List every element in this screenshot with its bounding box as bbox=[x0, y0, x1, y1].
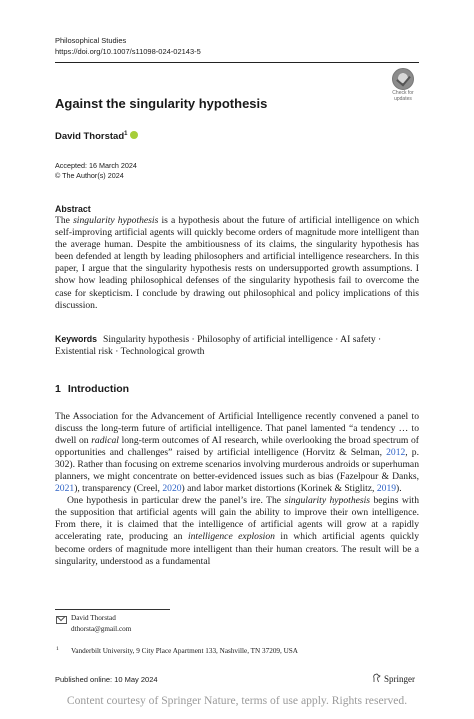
abstract-body: The singularity hypothesis is a hypothesis about the future of artificial intelligence on which self-improving artificial agents will quickly become orders of magnitude more intelligent than the average human. Despite the ambitiousness of its claims, the singularity hypothesis has been defended at length by leading philosophers and artificial intelligence researchers. In this paper, I argue that the singularity hypothesis rests on undersupported growth assumptions. I show how leading philosophical defenses of the singularity hypothesis fail to overcome the case for skepticism. I conclude by drawing out philosophical and policy implications of this discussion. bbox=[55, 215, 419, 311]
contact-name: David Thorstad bbox=[71, 614, 116, 622]
journal-name: Philosophical Studies bbox=[55, 36, 127, 45]
affiliation-number: 1 bbox=[56, 646, 59, 652]
body-text bbox=[55, 411, 419, 568]
accepted-date: Accepted: 16 March 2024 bbox=[55, 161, 137, 170]
check-updates-text: Check for updates bbox=[392, 90, 414, 102]
journal-header bbox=[55, 36, 201, 57]
citation-link[interactable]: 2021 bbox=[55, 483, 75, 495]
citation-link[interactable]: 2020 bbox=[162, 483, 182, 495]
published-date: Published online: 10 May 2024 bbox=[55, 675, 158, 684]
section-heading bbox=[55, 383, 136, 395]
citation-link[interactable]: 2012 bbox=[386, 447, 406, 459]
check-for-updates-badge[interactable] bbox=[388, 68, 418, 100]
abstract-heading: Abstract bbox=[55, 204, 91, 214]
publisher-name: Springer bbox=[384, 674, 415, 684]
citation-link[interactable]: 2019 bbox=[376, 483, 397, 495]
check-updates-icon bbox=[392, 68, 414, 90]
courtesy-watermark: Content courtesy of Springer Nature, terms of use apply. Rights reserved. bbox=[66, 694, 408, 707]
article-title: Against the singularity hypothesis bbox=[55, 96, 268, 111]
envelope-icon bbox=[56, 616, 67, 624]
article-dates bbox=[55, 161, 137, 181]
copyright-line: © The Author(s) 2024 bbox=[55, 171, 124, 180]
contact-info bbox=[71, 613, 131, 634]
author-name[interactable]: David Thorstad bbox=[55, 131, 125, 143]
paragraph-2: One hypothesis in particular drew the panel’s ire. The singularity hypothesis begins with the supposition that artificial agents will gain the ability to improve their own intelligence. From there, it is claimed that the intelligence of artificial agents will grow at a rapidly accelerating rate, producing an intelligence explosion in which artificial agents quickly become orders of magnitude more intelligent than their human creators. The result will be a singularity, understood as a fundamental bbox=[55, 495, 419, 567]
orcid-icon[interactable] bbox=[130, 131, 138, 139]
header-rule bbox=[55, 62, 419, 63]
author-line bbox=[55, 131, 138, 142]
section-title: Introduction bbox=[67, 383, 130, 395]
springer-horse-icon bbox=[372, 673, 381, 683]
contact-email[interactable]: dthorsta@gmail.com bbox=[71, 624, 132, 633]
author-affiliation-mark: 1 bbox=[124, 131, 128, 137]
keywords bbox=[55, 333, 419, 358]
keywords-list: Singularity hypothesis · Philosophy of artificial intelligence · AI safety · Existential risk · Technological growth bbox=[55, 334, 382, 358]
doi-link[interactable]: https://doi.org/10.1007/s11098-024-02143-5 bbox=[55, 46, 201, 56]
abstract-term: singularity hypothesis bbox=[73, 215, 159, 226]
publisher-logo bbox=[372, 673, 415, 684]
keywords-label: Keywords bbox=[55, 334, 98, 344]
footnote-rule bbox=[55, 609, 170, 610]
paragraph-1: The Association for the Advancement of Artificial Intelligence recently convened a panel to discuss the long-term future of artificial intelligence. That panel lamented “a tendency … to dwell on radical long-term outcomes of AI research, while overlooking the broad spectrum of opportunities and challenges” raised by artificial intelligence (Horvitz & Selman, 2012, p. 302). Rather than focusing on extreme scenarios involving murderous androids or superhuman planners, we might concentrate on better-evidenced issues such as bias (Fazelpour & Danks, 2021), transparency (Creel, 2020) and labor market distortions (Korinek & Stiglitz, 2019). bbox=[55, 411, 419, 495]
affiliation: Vanderbilt University, 9 City Place Apartment 133, Nashville, TN 37209, USA bbox=[71, 647, 298, 655]
section-number: 1 bbox=[55, 383, 61, 395]
